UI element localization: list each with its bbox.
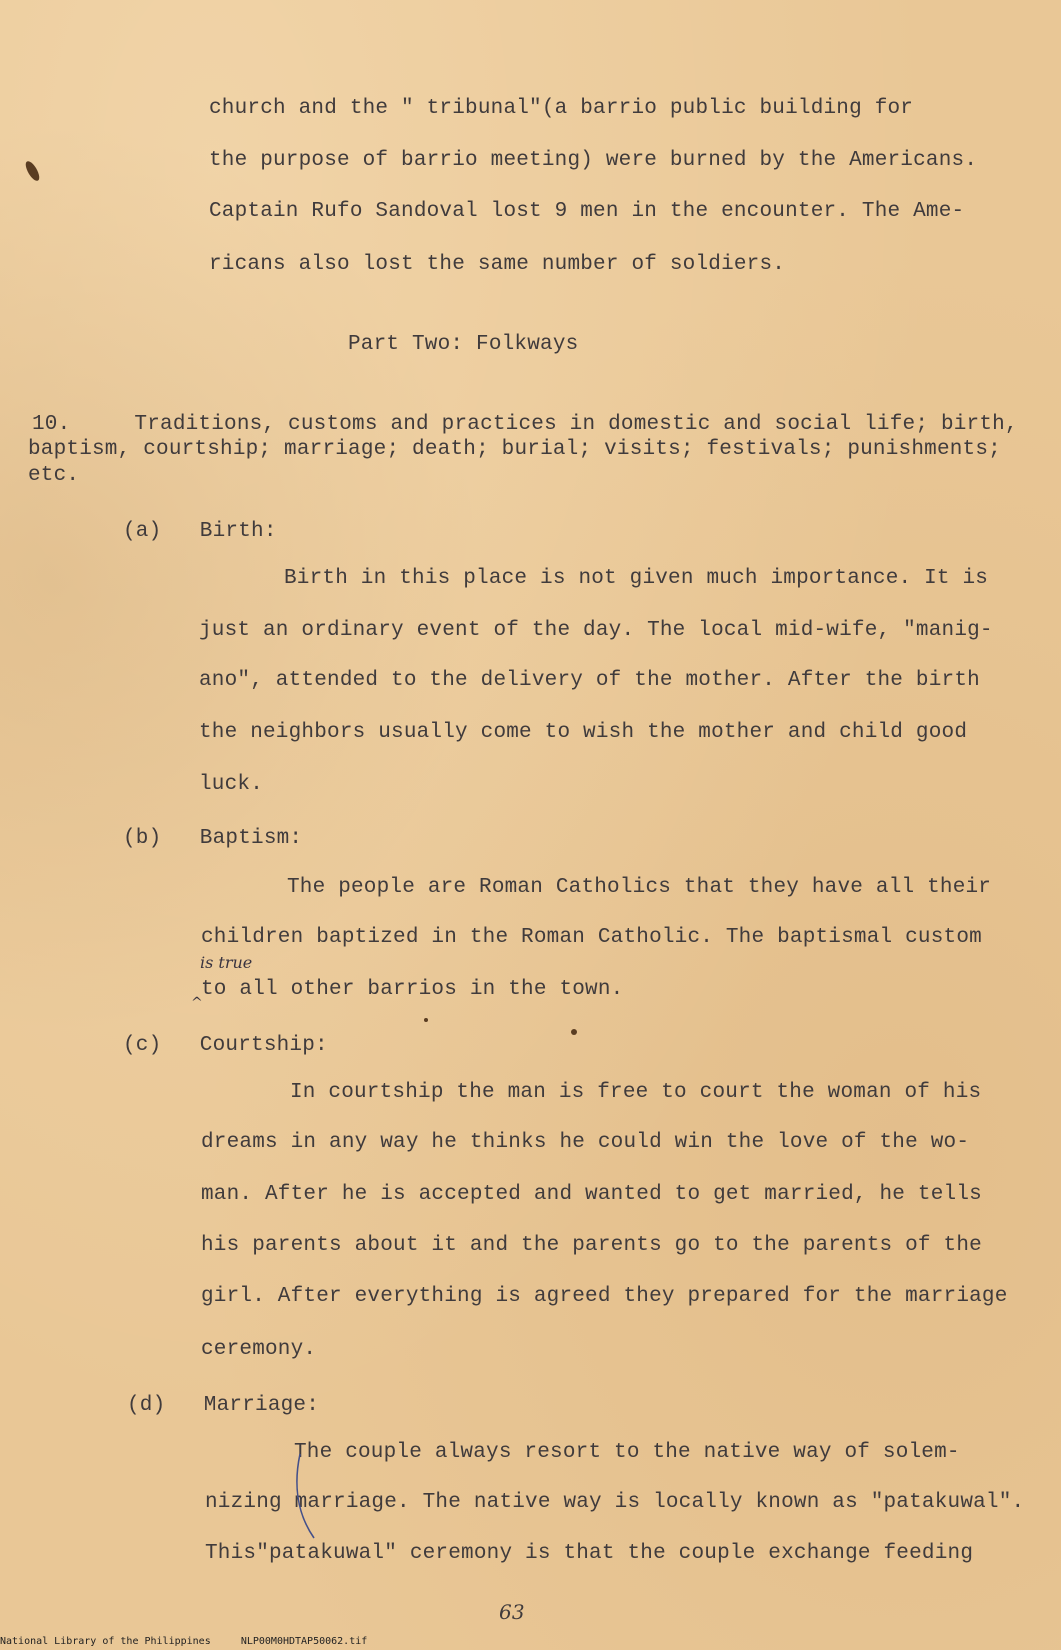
part-heading: Part Two: Folkways: [348, 333, 579, 356]
courtship-line: man. After he is accepted and wanted to get married, he tells: [201, 1183, 982, 1206]
intro-line: church and the " tribunal"(a barrio public building for: [209, 97, 914, 120]
marriage-line: nizing marriage. The native way is locally known as "patakuwal".: [205, 1491, 1025, 1514]
birth-line: ano", attended to the delivery of the mother. After the birth: [199, 669, 980, 692]
section-heading-birth: (a) Birth:: [123, 520, 277, 543]
handwritten-insert: is true: [200, 953, 253, 972]
caret-mark: ^: [191, 995, 203, 1011]
ink-speck: [424, 1018, 428, 1022]
intro-line: ricans also lost the same number of soldiers.: [209, 253, 786, 276]
baptism-line: to all other barrios in the town.: [201, 978, 624, 1001]
item-10-line: etc.: [28, 464, 80, 487]
baptism-line: The people are Roman Catholics that they have all their: [287, 876, 992, 899]
section-heading-marriage: (d) Marriage:: [127, 1394, 320, 1417]
birth-line: the neighbors usually come to wish the mother and child good: [199, 721, 968, 744]
intro-line: the purpose of barrio meeting) were burned by the Americans.: [209, 149, 978, 172]
courtship-line: his parents about it and the parents go to the parents of the: [201, 1234, 982, 1257]
courtship-line: ceremony.: [201, 1338, 317, 1361]
ink-speck: [571, 1029, 577, 1035]
courtship-line: dreams in any way he thinks he could win the love of the wo-: [201, 1131, 970, 1154]
courtship-line: In courtship the man is free to court the woman of his: [290, 1081, 982, 1104]
section-heading-baptism: (b) Baptism:: [123, 827, 303, 850]
birth-line: Birth in this place is not given much importance. It is: [284, 567, 989, 590]
item-10-line: baptism, courtship; marriage; death; burial; visits; festivals; punishments;: [28, 438, 1001, 461]
birth-line: luck.: [199, 773, 264, 796]
pen-stroke: [292, 1452, 322, 1542]
intro-line: Captain Rufo Sandoval lost 9 men in the encounter. The Ame-: [209, 200, 965, 223]
section-heading-courtship: (c) Courtship:: [123, 1034, 328, 1057]
page-number: 63: [499, 1600, 525, 1624]
archive-footer: National Library of the Philippines NLP00M0HDTAP50062.tif: [0, 1636, 368, 1647]
courtship-line: girl. After everything is agreed they prepared for the marriage: [201, 1285, 1008, 1308]
baptism-line: children baptized in the Roman Catholic. The baptismal custom: [201, 926, 982, 949]
ink-speck: [23, 159, 42, 183]
birth-line: just an ordinary event of the day. The local mid-wife, "manig-: [199, 619, 993, 642]
marriage-line: The couple always resort to the native way of solem-: [294, 1441, 960, 1464]
marriage-line: This"patakuwal" ceremony is that the couple exchange feeding: [205, 1542, 974, 1565]
item-10-line: 10. Traditions, customs and practices in domestic and social life; birth,: [32, 413, 1018, 436]
